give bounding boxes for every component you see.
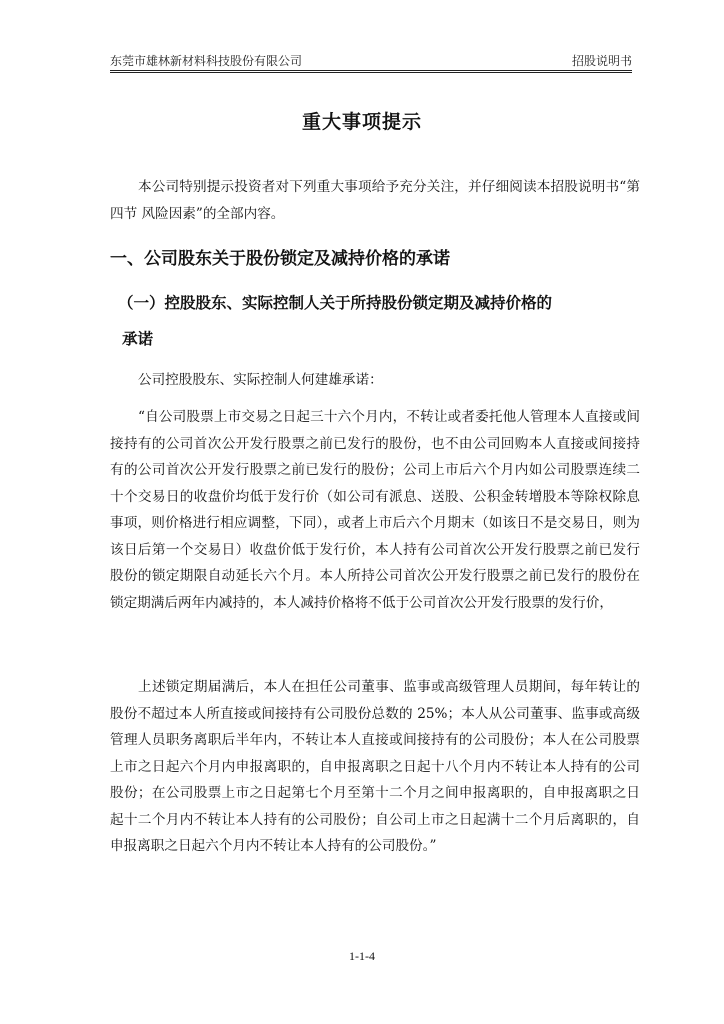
subsection-1-heading xyxy=(110,285,640,357)
subsection-1-heading-line2: 承诺 xyxy=(122,330,154,348)
commitment-paragraph-2: 上述锁定期届满后，本人在担任公司董事、监事或高级管理人员期间，每年转让的股份不超过本人所直接或间接持有公司股份总数的 25%；本人从公司董事、监事或高级管理人员职务离职后半年内，不转让本人直接或间接持有的公司股份；本人在公司股票上市之日起六个月内申报离职的，自申报离职之日起十八个月内不转让本人持有的公司股份；在公司股票上市之日起第七个月至第十二个月之间申报离职的，自申报离职之日起十二个月内不转让本人持有的公司股份；自公司上市之日起满十二个月后离职的，自申报离职之日起六个月内不转让本人持有的公司股份。” xyxy=(110,679,640,854)
page-header xyxy=(110,52,632,72)
header-document-type: 招股说明书 xyxy=(571,54,632,68)
section-1-heading: 一、公司股东关于股份锁定及减持价格的承诺 xyxy=(110,249,450,269)
subsection-1-heading-line1: （一）控股股东、实际控制人关于所持股份锁定期及减持价格的 xyxy=(118,294,553,312)
commitment-lead: 公司控股股东、实际控制人何建雄承诺： xyxy=(138,372,383,388)
intro-paragraph: 本公司特别提示投资者对下列重大事项给予充分关注，并仔细阅读本招股说明书“第四节 风险因素”的全部内容。 xyxy=(110,179,640,222)
commitment-paragraph-1: “自公司股票上市交易之日起三十六个月内，不转让或者委托他人管理本人直接或间接持有的公司首次公开发行股票之前已发行的股份，也不由公司回购本人直接或间接持有的公司首次公开发行股票之前已发行的股份；公司上市后六个月内如公司股票连续二十个交易日的收盘价均低于发行价（如公司有派息、送股、公积金转增股本等除权除息事项，则价格进行相应调整，下同），或者上市后六个月期末（如该日不是交易日，则为该日后第一个交易日）收盘价低于发行价，本人持有公司首次公开发行股票之前已发行股份的锁定期限自动延长六个月。本人所持公司首次公开发行股票之前已发行的股份在锁定期满后两年内减持的，本人减持价格将不低于公司首次公开发行股票的发行价， xyxy=(110,409,640,611)
header-company-name: 东莞市雄林新材料科技股份有限公司 xyxy=(110,54,303,68)
page-title: 重大事项提示 xyxy=(301,111,422,133)
page-number: 1-1-4 xyxy=(349,949,375,963)
header-rule xyxy=(110,70,632,73)
